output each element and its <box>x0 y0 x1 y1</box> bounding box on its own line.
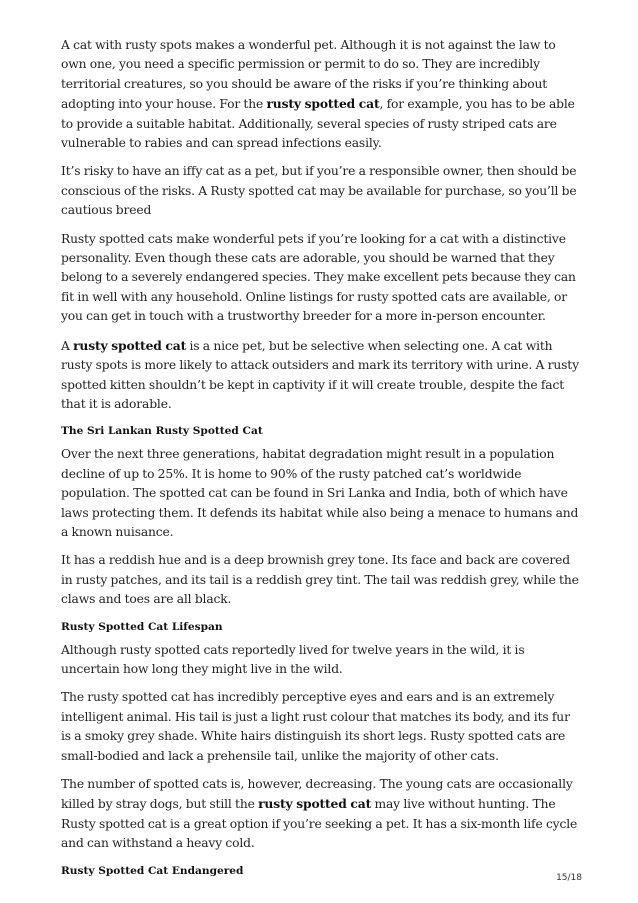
paragraph-text: It’s risky to have an iffy cat as a pet, but if you’re a responsible owner, then should be conscious of the risks. A Rusty spotted cat may be available for purchase, so you’ll be cautious breed <box>61 164 577 218</box>
paragraph-text: is a nice pet, but be selective when selecting one. A cat with rusty spots is more likely to attack outsiders and mark its territory with urine. A rusty spotted kitten shouldn’t be kept in captivity if it will create trouble, despite the fact that it is adorable. <box>61 338 579 411</box>
paragraph-text: may live without hunting. The Rusty spotted cat is a great option if you’re seeking a pet. It has a six-month life cycle and can withstand a heavy cold. <box>61 797 578 851</box>
document-body <box>61 36 581 885</box>
bold-keyword: rusty spotted cat <box>73 337 187 353</box>
paragraph-text: The number of spotted cats is, however, decreasing. The young cats are occasionally killed by stray dogs, but still the <box>61 777 573 812</box>
paragraph <box>61 775 581 854</box>
paragraph-text: A <box>61 338 74 353</box>
section-heading: The Sri Lankan Rusty Spotted Cat <box>61 425 263 438</box>
paragraph-text: The rusty spotted cat has incredibly perceptive eyes and ears and is an extremely intelligent animal. His tail is just a light rust colour that matches its body, and its fur is a smoky grey shade. White hairs distinguish its short legs. Rusty spotted cats are small-bodied and lack a prehensile tail, unlike the majority of other cats. <box>61 690 570 763</box>
paragraph <box>61 688 581 766</box>
paragraph-text: A cat with rusty spots makes a wonderful pet. Although it is not against the law to own one, you need a specific permission or permit to do so. They are incredibly territorial creatures, so you should be aware of the risks if you’re thinking about adopting into your house. For the <box>61 38 556 112</box>
paragraph <box>61 162 581 220</box>
bold-keyword: rusty spotted cat <box>266 96 380 112</box>
paragraph-text: Over the next three generations, habitat degradation might result in a population decline of up to 25%. It is home to 90% of the rusty patched cat’s worldwide population. The spotted cat can be found in Sri Lanka and India, both of which have laws protecting them. It defends its habitat while also being a menace to humans and a known nuisance. <box>61 447 579 539</box>
paragraph <box>61 230 581 327</box>
page-number: 15/18 <box>556 873 582 883</box>
section-heading: Rusty Spotted Cat Lifespan <box>61 620 223 633</box>
bold-keyword: rusty spotted cat <box>258 796 372 812</box>
paragraph-text: Rusty spotted cats make wonderful pets if you’re looking for a cat with a distinctive personality. Even though these cats are adorable, you should be warned that they belong to a severely endangered species. They make excellent pets because they can fit in well with any household. Online listings for rusty spotted cats are available, or you can get in touch with a trustworthy breeder for a more in-person encounter. <box>61 231 576 324</box>
paragraph-text: It has a reddish hue and is a deep brownish grey tone. Its face and back are covered in rusty patches, and its tail is a reddish grey tint. The tail was reddish grey, while the claws and toes are all black. <box>61 553 579 607</box>
paragraph <box>61 445 581 542</box>
paragraph <box>61 551 581 609</box>
paragraph <box>61 336 581 415</box>
paragraph-text: , for example, you has to be able to provide a suitable habitat. Additionally, several species of rusty striped cats are vulnerable to rabies and can spread infections easily. <box>61 97 575 151</box>
paragraph <box>61 641 581 680</box>
section-heading: Rusty Spotted Cat Endangered <box>61 864 244 877</box>
paragraph <box>61 36 581 153</box>
paragraph-text: Although rusty spotted cats reportedly lived for twelve years in the wild, it is uncertain how long they might live in the wild. <box>61 642 525 676</box>
